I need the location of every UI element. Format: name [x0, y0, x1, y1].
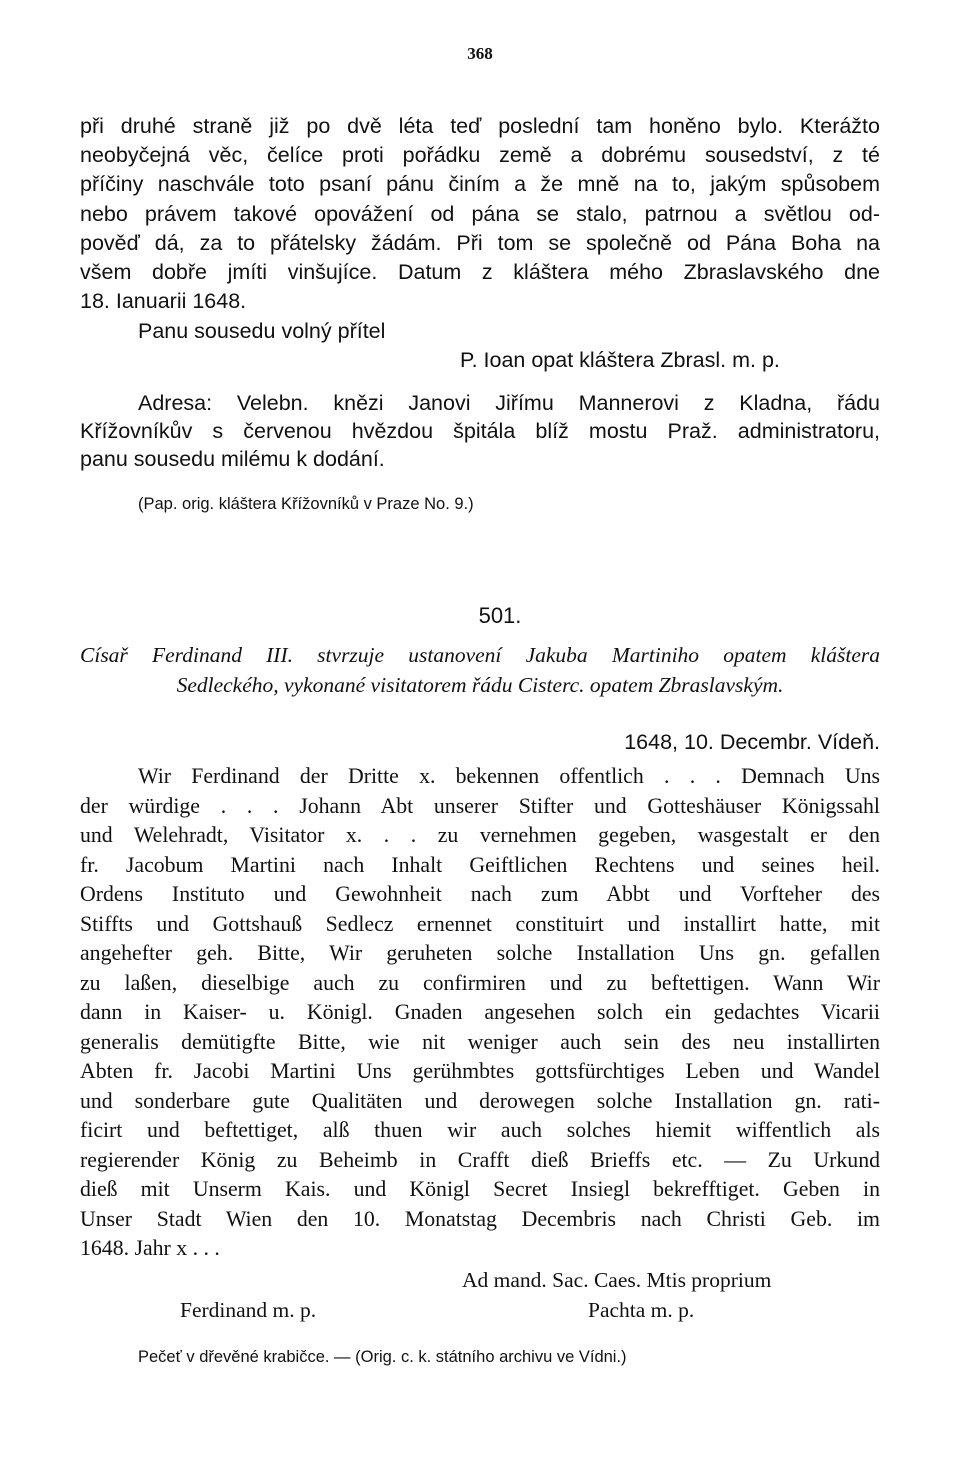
- document-page: [80, 0, 880, 1468]
- document-title: [80, 640, 880, 700]
- body-line: Ordens Instituto und Gewohnheit nach zum Abbt und Vorfteher des: [80, 882, 880, 906]
- letter-signature: P. Ioan opat kláštera Zbrasl. m. p.: [460, 348, 780, 372]
- text-line: pověď dá, za to přátelsky žádám. Při tom se společně od Pána Boha na: [80, 230, 880, 255]
- letter-closing: Panu sousedu volný přítel: [138, 319, 386, 343]
- body-line: Unser Stadt Wien den 10. Monatstag Decembris nach Christi Geb. im: [80, 1206, 880, 1231]
- body-line: und Welehradt, Visitator x. . . zu vernehmen gegeben, wasgestalt er den: [80, 823, 880, 847]
- body-line: regierender König zu Beheimb in Crafft dieß Brieffs etc. — Zu Urkund: [80, 1147, 880, 1172]
- text-line: příčiny naschvále toto psaní pánu činím a že mně na to, jakým spůsobem: [80, 172, 880, 197]
- title-line: Sedleckého, vykonané visitatorem řádu Cisterc. opatem Zbraslavským.: [176, 673, 784, 697]
- signature-left: Ferdinand m. p.: [180, 1298, 317, 1322]
- seal-note: Pečeť v dřevěné krabičce. — (Orig. c. k. státního archivu ve Vídni.): [138, 1348, 627, 1366]
- body-line: angehefter geh. Bitte, Wir geruheten solche Installation Uns gn. gefallen: [80, 941, 880, 965]
- letter-address: [80, 389, 880, 473]
- body-line: ficirt und beftettiget, alß thuen wir auch solches hiemit wiffentlich als: [80, 1118, 880, 1142]
- body-line: Wir Ferdinand der Dritte x. bekennen offentlich . . . Demnach Uns: [138, 764, 880, 788]
- document-date: 1648, 10. Decembr. Vídeň.: [624, 730, 880, 754]
- text-line: při druhé straně již po dvě léta teď poslední tam honěno bylo. Kterážto: [80, 114, 880, 138]
- body-line: 1648. Jahr x . . .: [80, 1236, 220, 1260]
- mandate-note: Ad mand. Sac. Caes. Mtis proprium: [462, 1268, 772, 1292]
- body-line: und sonderbare gute Qualitäten und derowegen solche Installation gn. rati-: [80, 1088, 880, 1113]
- address-line: Adresa: Velebn. knězi Janovi Jiřímu Mannerovi z Kladna, řádu: [138, 391, 880, 415]
- text-line: neobyčejná věc, čelíce proti pořádku země a dobrému sousedství, z té: [80, 143, 880, 168]
- body-line: zu laßen, dieselbige auch zu confirmiren und zu beftettigen. Wann Wir: [80, 970, 880, 995]
- body-line: dieß mit Unserm Kais. und Königl Secret Insiegl bekrefftiget. Geben in: [80, 1177, 880, 1201]
- page-number: 368: [467, 44, 493, 63]
- text-line: nebo právem takové opovážení od pána se stalo, patrnou a světlou od-: [80, 201, 880, 226]
- body-line: der würdige . . . Johann Abt unserer Stifter und Gotteshäuser Königssahl: [80, 793, 880, 818]
- address-line: Křížovníkův s červenou hvězdou špitála blíž mostu Praž. administratoru,: [80, 419, 880, 443]
- body-line: Abten fr. Jacobi Martini Uns gerühmbtes gottsfürchtiges Leben und Wandel: [80, 1059, 880, 1083]
- source-note: (Pap. orig. kláštera Křížovníků v Praze No. 9.): [138, 495, 474, 513]
- document-body: [80, 762, 880, 1264]
- body-line: fr. Jacobum Martini nach Inhalt Geiftlichen Rechtens und seines heil.: [80, 852, 880, 877]
- document-number: 501.: [478, 603, 522, 628]
- address-line: panu sousedu milému k dodání.: [80, 447, 385, 471]
- text-line: všem dobře jmíti vinšujíce. Datum z kláštera mého Zbraslavského dne: [80, 260, 880, 285]
- previous-letter-text: [80, 112, 880, 316]
- text-line: 18. Ianuarii 1648.: [80, 289, 247, 314]
- body-line: generalis demütigfte Bitte, wie nit weniger auch sein des neu installirten: [80, 1029, 880, 1054]
- body-line: Stiffts und Gottshauß Sedlecz ernennet constituirt und installirt hatte, mit: [80, 911, 880, 936]
- signature-right: Pachta m. p.: [588, 1298, 695, 1322]
- body-line: dann in Kaiser- u. Königl. Gnaden angesehen solch ein gedachtes Vicarii: [80, 1000, 880, 1024]
- title-line: Císař Ferdinand III. stvrzuje ustanovení Jakuba Martiniho opatem kláštera: [80, 643, 880, 667]
